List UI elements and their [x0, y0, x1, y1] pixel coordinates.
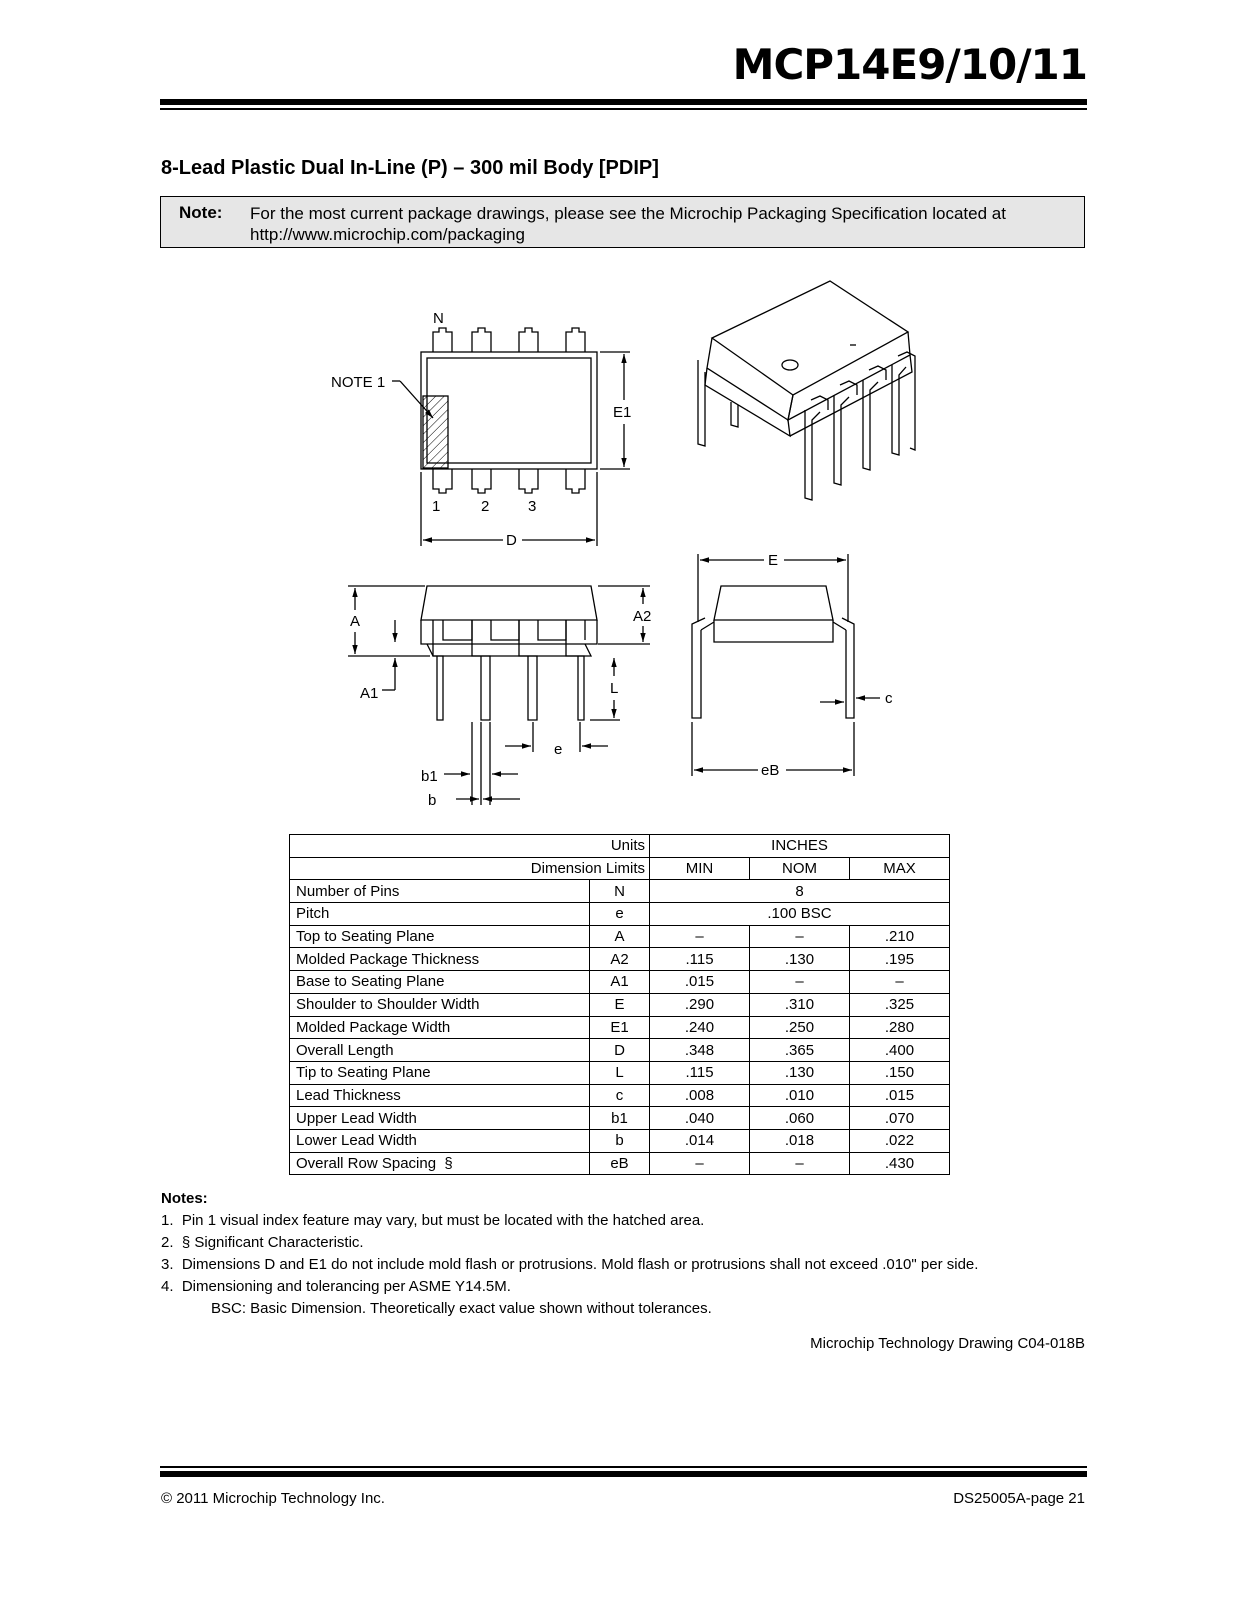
row-min: – — [650, 925, 750, 948]
row-min: – — [650, 1152, 750, 1175]
dim-limits-label: Dimension Limits — [290, 857, 650, 880]
row-name: Lower Lead Width — [290, 1129, 590, 1152]
row-nom: .130 — [750, 948, 850, 971]
row-name: Pitch — [290, 903, 590, 926]
row-name: Upper Lead Width — [290, 1107, 590, 1130]
row-min: .290 — [650, 993, 750, 1016]
table-row — [290, 880, 950, 903]
row-symbol: eB — [590, 1152, 650, 1175]
row-min: .008 — [650, 1084, 750, 1107]
row-nom: .250 — [750, 1016, 850, 1039]
label-N: N — [433, 310, 444, 327]
row-symbol: A2 — [590, 948, 650, 971]
note-item-1: 1. Pin 1 visual index feature may vary, but must be located with the hatched area. — [161, 1212, 705, 1229]
note-line-1: For the most current package drawings, please see the Microchip Packaging Specification located at — [250, 204, 1006, 223]
row-symbol: A1 — [590, 971, 650, 994]
row-symbol: D — [590, 1039, 650, 1062]
row-max: .430 — [850, 1152, 950, 1175]
footer-page-number: DS25005A-page 21 — [953, 1490, 1085, 1507]
row-symbol: L — [590, 1061, 650, 1084]
table-row — [290, 925, 950, 948]
row-max: .325 — [850, 993, 950, 1016]
row-nom: .060 — [750, 1107, 850, 1130]
note-item-3: 3. Dimensions D and E1 do not include mold flash or protrusions. Mold flash or protrusions shall not exceed .010" per side. — [161, 1256, 979, 1273]
label-A1: A1 — [360, 685, 379, 702]
label-c: c — [885, 690, 893, 707]
row-min: .015 — [650, 971, 750, 994]
row-min: .040 — [650, 1107, 750, 1130]
row-nom: .130 — [750, 1061, 850, 1084]
row-symbol: c — [590, 1084, 650, 1107]
row-max: .400 — [850, 1039, 950, 1062]
row-max: .070 — [850, 1107, 950, 1130]
row-name: Molded Package Width — [290, 1016, 590, 1039]
row-name: Lead Thickness — [290, 1084, 590, 1107]
top-view — [392, 328, 630, 546]
label-note1: NOTE 1 — [331, 374, 386, 391]
label-E: E — [768, 552, 779, 569]
table-row — [290, 1039, 950, 1062]
table-row — [290, 1107, 950, 1130]
row-name: Number of Pins — [290, 880, 590, 903]
notes-title: Notes: — [161, 1190, 208, 1207]
table-row — [290, 1061, 950, 1084]
table-row — [290, 1152, 950, 1175]
label-D: D — [506, 532, 517, 549]
row-symbol: b1 — [590, 1107, 650, 1130]
col-min: MIN — [650, 857, 750, 880]
label-b1: b1 — [421, 768, 438, 785]
row-max: .195 — [850, 948, 950, 971]
row-nom: .018 — [750, 1129, 850, 1152]
label-b: b — [428, 792, 437, 809]
section-title: 8-Lead Plastic Dual In-Line (P) – 300 mil Body [PDIP] — [161, 157, 659, 179]
label-A: A — [350, 613, 361, 630]
row-symbol: N — [590, 880, 650, 903]
row-value: .100 BSC — [650, 903, 950, 926]
row-min: .115 — [650, 948, 750, 971]
row-min: .240 — [650, 1016, 750, 1039]
row-symbol: E1 — [590, 1016, 650, 1039]
row-name: Top to Seating Plane — [290, 925, 590, 948]
label-pin3: 3 — [528, 498, 537, 515]
footer-rule-thick — [160, 1471, 1087, 1477]
footer-rule-thin — [160, 1466, 1087, 1468]
row-name: Shoulder to Shoulder Width — [290, 993, 590, 1016]
row-nom: .010 — [750, 1084, 850, 1107]
units-value: INCHES — [650, 835, 950, 858]
document-title: MCP14E9/10/11 — [732, 40, 1087, 89]
table-row — [290, 948, 950, 971]
side-view — [348, 586, 650, 805]
row-nom: – — [750, 971, 850, 994]
row-min: .348 — [650, 1039, 750, 1062]
row-nom: – — [750, 925, 850, 948]
table-row — [290, 903, 950, 926]
label-L: L — [610, 680, 619, 697]
row-name: Overall Length — [290, 1039, 590, 1062]
row-value: 8 — [650, 880, 950, 903]
row-name: Molded Package Thickness — [290, 948, 590, 971]
label-pin2: 2 — [481, 498, 490, 515]
row-name: Base to Seating Plane — [290, 971, 590, 994]
row-max: .280 — [850, 1016, 950, 1039]
units-label: Units — [290, 835, 650, 858]
row-max: .210 — [850, 925, 950, 948]
dimensions-table — [289, 834, 950, 1175]
row-max: .015 — [850, 1084, 950, 1107]
row-symbol: E — [590, 993, 650, 1016]
end-view — [692, 554, 880, 776]
col-max: MAX — [850, 857, 950, 880]
table-row — [290, 1084, 950, 1107]
label-eB: eB — [761, 762, 780, 779]
row-nom: .310 — [750, 993, 850, 1016]
table-row — [290, 1016, 950, 1039]
row-min: .115 — [650, 1061, 750, 1084]
table-row — [290, 993, 950, 1016]
table-row-units — [290, 835, 950, 858]
note-bsc: BSC: Basic Dimension. Theoretically exact value shown without tolerances. — [211, 1300, 712, 1317]
isometric-view — [698, 281, 915, 500]
row-name: Overall Row Spacing § — [290, 1152, 590, 1175]
row-symbol: A — [590, 925, 650, 948]
row-symbol: b — [590, 1129, 650, 1152]
row-symbol: e — [590, 903, 650, 926]
label-A2: A2 — [633, 608, 652, 625]
drawing-reference: Microchip Technology Drawing C04-018B — [810, 1335, 1085, 1352]
row-nom: – — [750, 1152, 850, 1175]
footer-copyright: © 2011 Microchip Technology Inc. — [161, 1490, 385, 1507]
table-row-header — [290, 857, 950, 880]
row-name: Tip to Seating Plane — [290, 1061, 590, 1084]
row-nom: .365 — [750, 1039, 850, 1062]
col-nom: NOM — [750, 857, 850, 880]
note-label: Note: — [179, 203, 223, 222]
note-item-2: 2. § Significant Characteristic. — [161, 1234, 364, 1251]
label-pin1: 1 — [432, 498, 441, 515]
table-row — [290, 971, 950, 994]
note-url: http://www.microchip.com/packaging — [250, 225, 525, 244]
row-max: .150 — [850, 1061, 950, 1084]
row-max: – — [850, 971, 950, 994]
table-row — [290, 1129, 950, 1152]
row-min: .014 — [650, 1129, 750, 1152]
label-E1: E1 — [613, 404, 632, 421]
row-max: .022 — [850, 1129, 950, 1152]
notes-section — [161, 1188, 978, 1320]
note-item-4: 4. Dimensioning and tolerancing per ASME Y14.5M. — [161, 1278, 511, 1295]
label-e: e — [554, 741, 563, 758]
